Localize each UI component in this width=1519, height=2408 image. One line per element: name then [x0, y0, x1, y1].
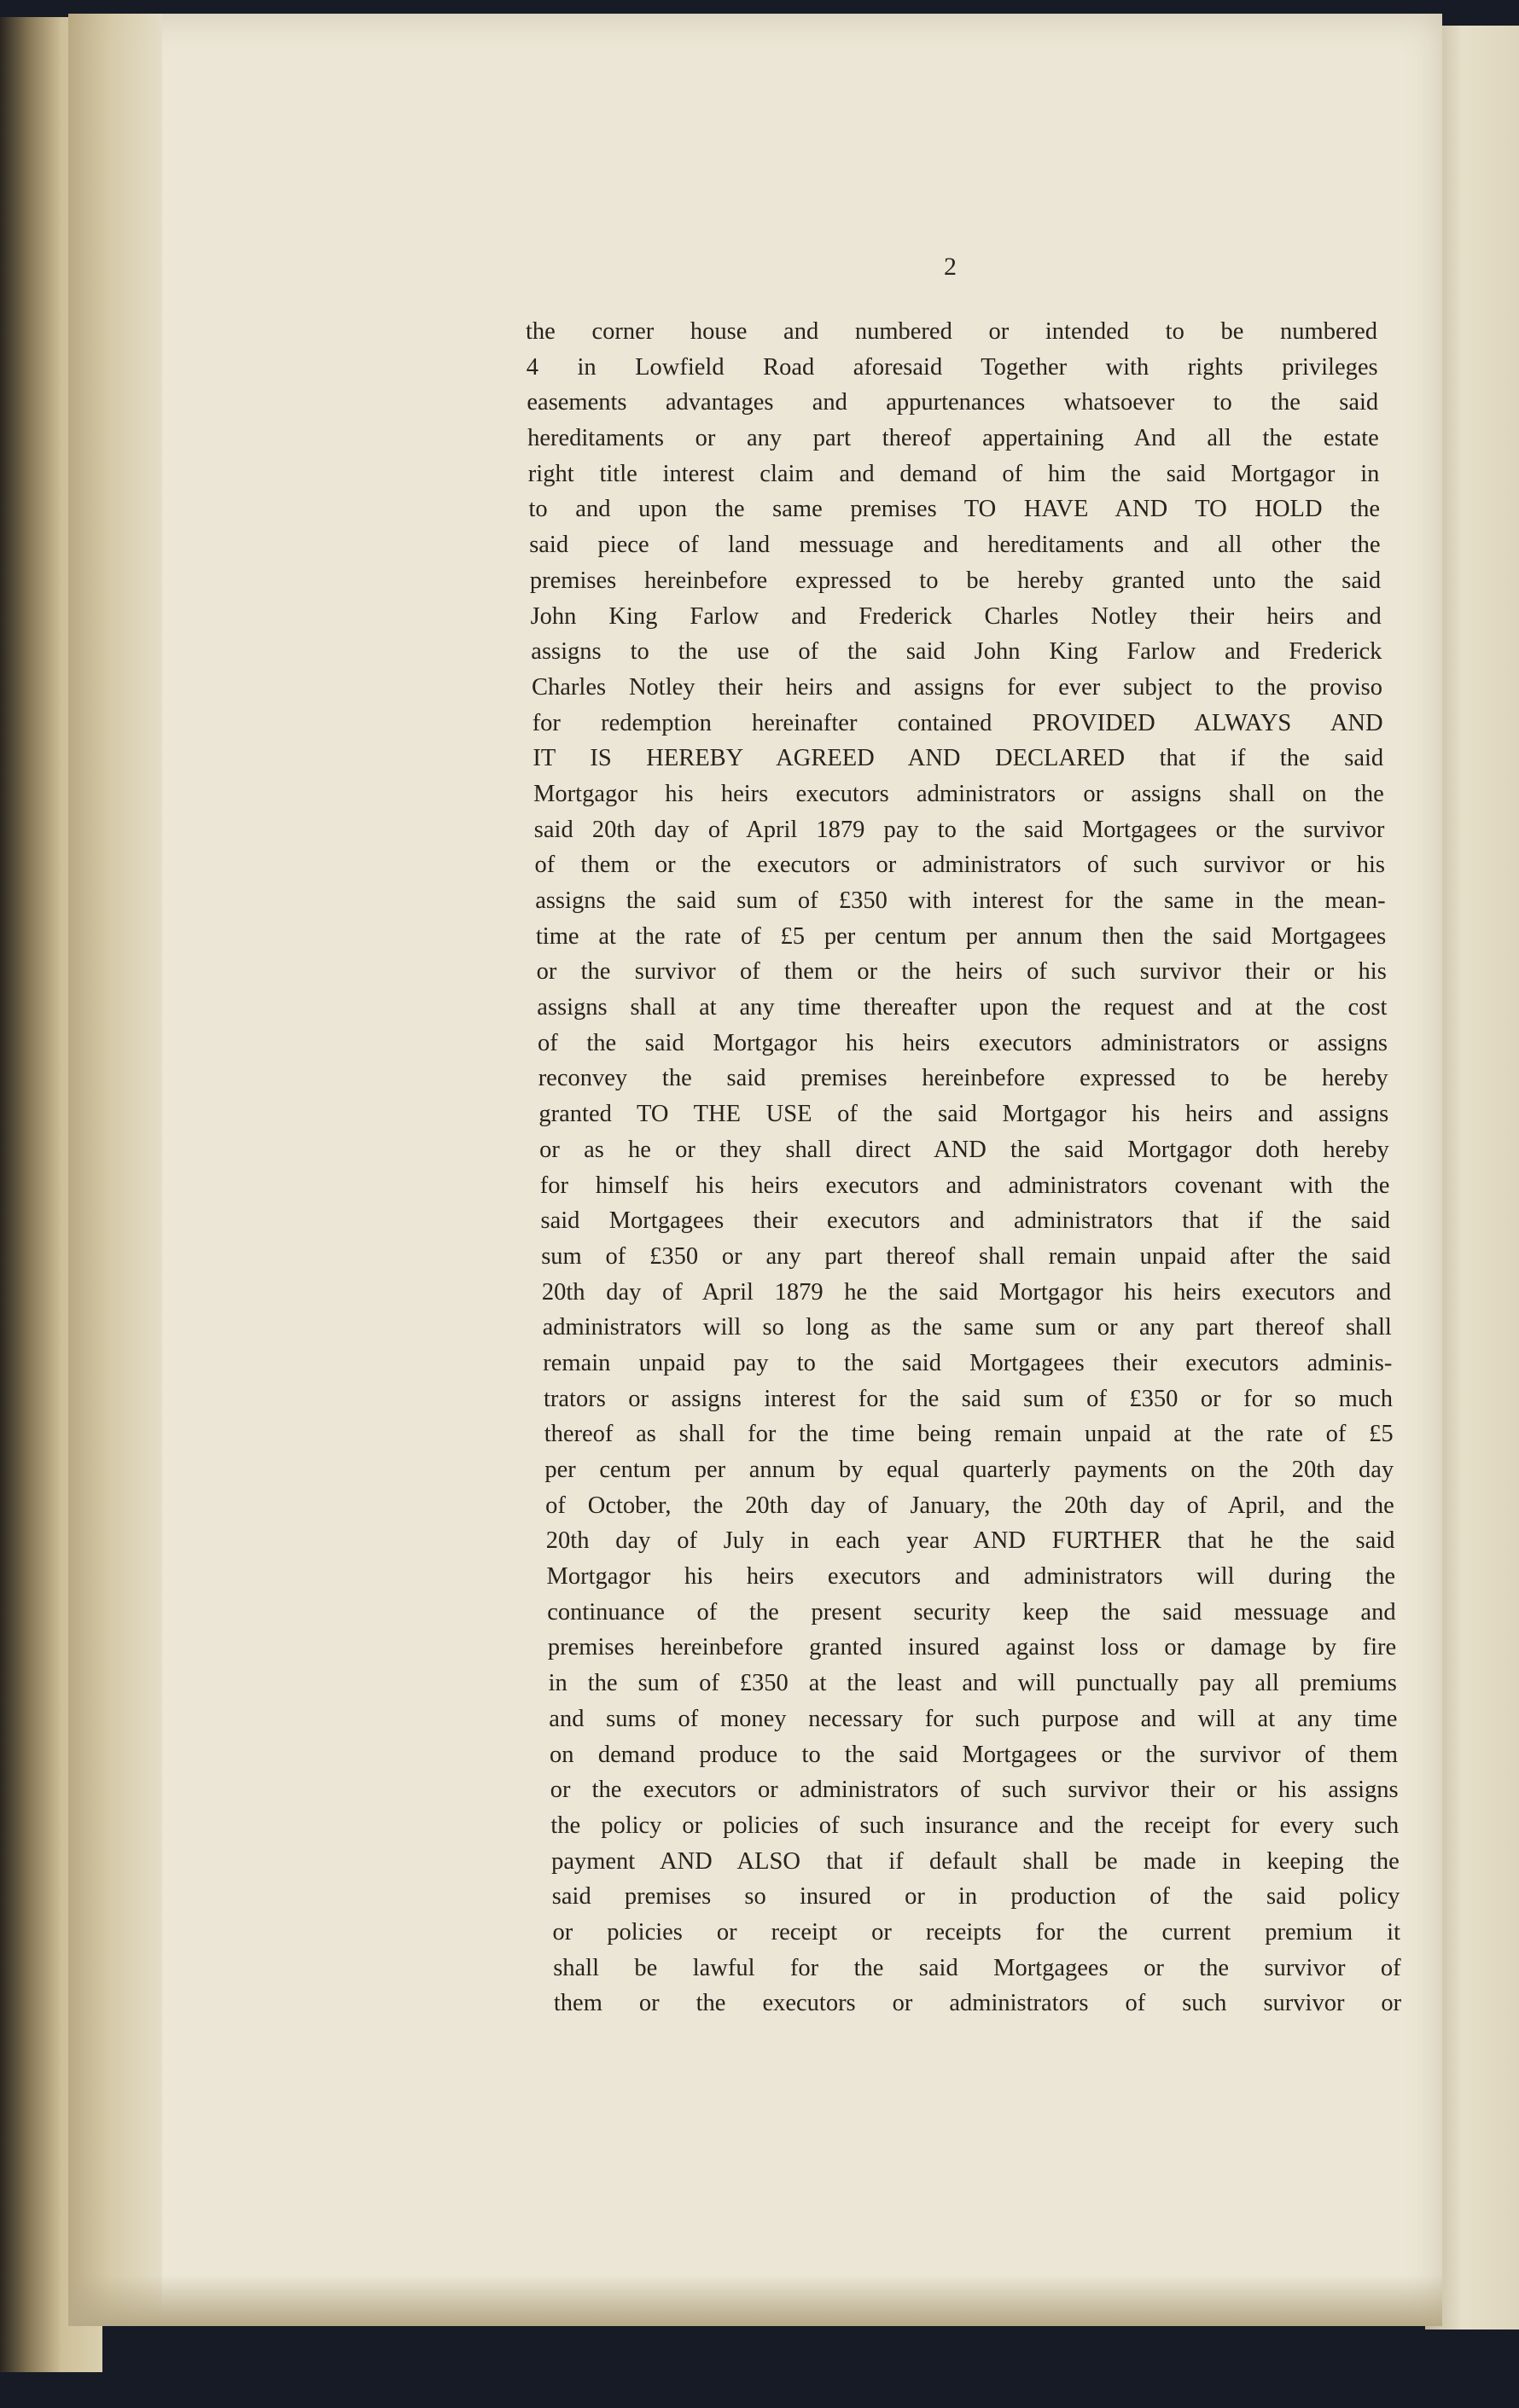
text-line: IT IS HEREBY AGREED AND DECLARED that if the said [533, 745, 1384, 772]
text-line: easements advantages and appurtenances whatsoever to the said [527, 389, 1379, 416]
text-line: granted TO THE USE of the said Mortgagor his heirs and assigns [538, 1101, 1389, 1128]
text-line: remain unpaid pay to the said Mortgagees their executors adminis- [543, 1349, 1393, 1376]
text-line: of October, the 20th day of January, the 20th day of April, and the [545, 1492, 1394, 1519]
text-line: on demand produce to the said Mortgagees or the survivor of them [550, 1741, 1398, 1768]
text-line: assigns the said sum of £350 with interest for the same in the mean- [535, 887, 1386, 914]
text-line: for himself his heirs executors and administrators covenant with the [539, 1172, 1390, 1199]
text-line: 20th day of July in each year AND FURTHER that he the said [545, 1527, 1395, 1555]
body-text [526, 314, 1402, 2021]
text-line: Charles Notley their heirs and assigns for ever subject to the proviso [532, 673, 1382, 701]
page-number: 2 [944, 253, 957, 281]
text-line: premises hereinbefore granted insured against loss or damage by fire [547, 1634, 1397, 1661]
text-line: Mortgagor his heirs executors and administrators will during the [546, 1563, 1395, 1591]
text-line: the corner house and numbered or intended to be numbered [526, 318, 1377, 345]
text-line: or the executors or administrators of such survivor their or his assigns [550, 1777, 1399, 1804]
text-line: hereditaments or any part thereof appertaining And all the estate [527, 425, 1379, 452]
text-line: per centum per annum by equal quarterly payments on the 20th day [544, 1457, 1394, 1483]
text-line: said Mortgagees their executors and administrators that if the said [540, 1207, 1390, 1235]
text-line: continuance of the present security keep the said messuage and [547, 1598, 1396, 1626]
text-line: administrators will so long as the same sum or any part thereof shall [542, 1314, 1392, 1341]
text-line: reconvey the said premises hereinbefore expressed to be hereby [538, 1065, 1388, 1092]
text-line: shall be lawful for the said Mortgagees or the survivor of [553, 1954, 1401, 1981]
text-line: or the survivor of them or the heirs of such survivor their or his [536, 958, 1387, 986]
text-line: or policies or receipt or receipts for the current premium it [552, 1918, 1400, 1946]
text-line: in the sum of £350 at the least and will punctually pay all premiums [548, 1670, 1397, 1697]
text-line: said premises so insured or in production of the said policy [551, 1883, 1400, 1911]
text-line: premises hereinbefore expressed to be hereby granted unto the said [529, 567, 1382, 594]
text-line: assigns shall at any time thereafter upon the request and at the cost [537, 994, 1388, 1021]
text-line: time at the rate of £5 per centum per annum then the said Mortgagees [535, 922, 1387, 950]
binding-stain [68, 14, 162, 2326]
bottom-stain [68, 2275, 1442, 2326]
text-line: and sums of money necessary for such purpose and will at any time [549, 1705, 1398, 1732]
text-line: 4 in Lowfield Road aforesaid Together with rights privileges [526, 353, 1378, 381]
text-line: them or the executors or administrators of such survivor or [553, 1990, 1402, 2017]
text-line: to and upon the same premises TO HAVE AND TO HOLD the [528, 496, 1380, 523]
text-line: said 20th day of April 1879 pay to the said Mortgagees or the survivor [533, 816, 1385, 843]
text-line: the policy or policies of such insurance and the receipt for every such [550, 1812, 1400, 1839]
text-line: or as he or they shall direct AND the said Mortgagor doth hereby [539, 1136, 1389, 1163]
text-line: assigns to the use of the said John King Farlow and Frederick [531, 638, 1382, 666]
text-line: for redemption hereinafter contained PROVIDED ALWAYS AND [532, 709, 1383, 736]
text-line: payment AND ALSO that if default shall be made in keeping the [551, 1847, 1400, 1875]
text-line: Mortgagor his heirs executors administrators or assigns shall on the [533, 780, 1384, 807]
text-line: sum of £350 or any part thereof shall remain unpaid after the said [541, 1242, 1391, 1270]
text-line: of them or the executors or administrators of such survivor or his [534, 852, 1385, 879]
text-line: thereof as shall for the time being remain unpaid at the rate of £5 [544, 1421, 1394, 1448]
text-line: 20th day of April 1879 he the said Mortgagor his heirs executors and [541, 1278, 1392, 1306]
text-line: John King Farlow and Frederick Charles Notley their heirs and [530, 602, 1382, 630]
text-line: trators or assigns interest for the said sum of £350 or for so much [544, 1385, 1393, 1412]
text-line: right title interest claim and demand of him the said Mortgagor in [527, 460, 1380, 487]
text-line: of the said Mortgagor his heirs executors administrators or assigns [538, 1029, 1388, 1056]
text-line: said piece of land messuage and hereditaments and all other the [529, 532, 1381, 559]
